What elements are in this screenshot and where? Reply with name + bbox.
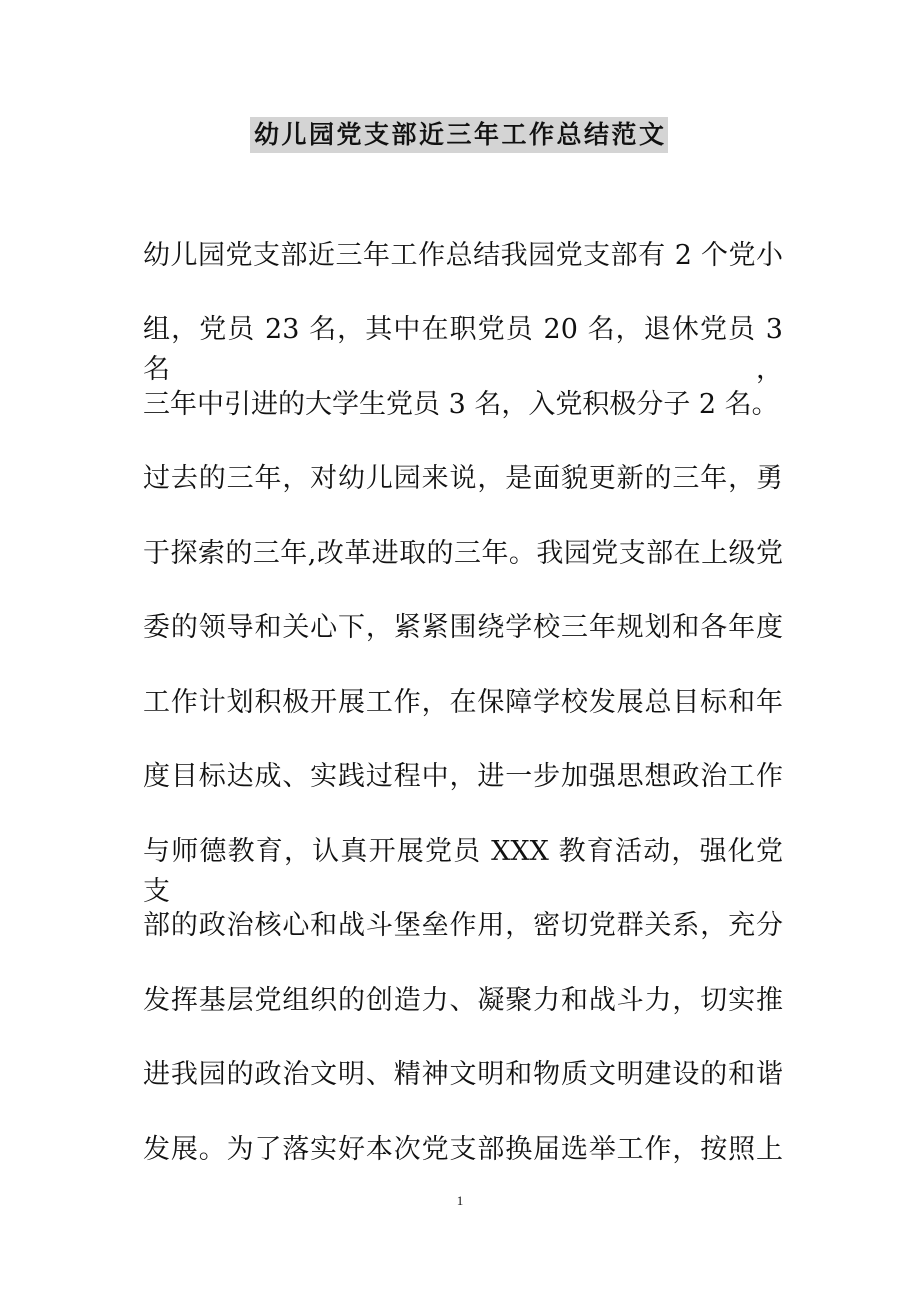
- body-line: 度目标达成、实践过程中，进一步加强思想政治工作: [143, 761, 783, 792]
- body-line: 部的政治核心和战斗堡垒作用，密切党群关系，充分: [143, 910, 783, 941]
- body-line: 发展。为了落实好本次党支部换届选举工作，按照上: [143, 1134, 783, 1165]
- body-line: 组，党员 23 名，其中在职党员 20 名，退休党员 3 名，: [143, 314, 783, 385]
- body-line: 委的领导和关心下，紧紧围绕学校三年规划和各年度: [143, 612, 783, 643]
- body-line: 发挥基层党组织的创造力、凝聚力和战斗力，切实推: [143, 985, 783, 1016]
- body-line: 三年中引进的大学生党员 3 名，入党积极分子 2 名。: [143, 389, 779, 420]
- body-line: 与师德教育，认真开展党员 XXX 教育活动，强化党支: [143, 836, 783, 907]
- page-number: 1: [456, 1193, 464, 1208]
- body-line: 过去的三年，对幼儿园来说，是面貌更新的三年，勇: [143, 463, 783, 494]
- body-line: 幼儿园党支部近三年工作总结我园党支部有 2 个党小: [143, 240, 783, 271]
- body-line: 工作计划积极开展工作，在保障学校发展总目标和年: [143, 687, 783, 718]
- document-title: 幼儿园党支部近三年工作总结范文: [250, 117, 668, 153]
- body-line: 进我园的政治文明、精神文明和物质文明建设的和谐: [143, 1059, 783, 1090]
- body-line: 于探索的三年,改革进取的三年。我园党支部在上级党: [143, 538, 783, 569]
